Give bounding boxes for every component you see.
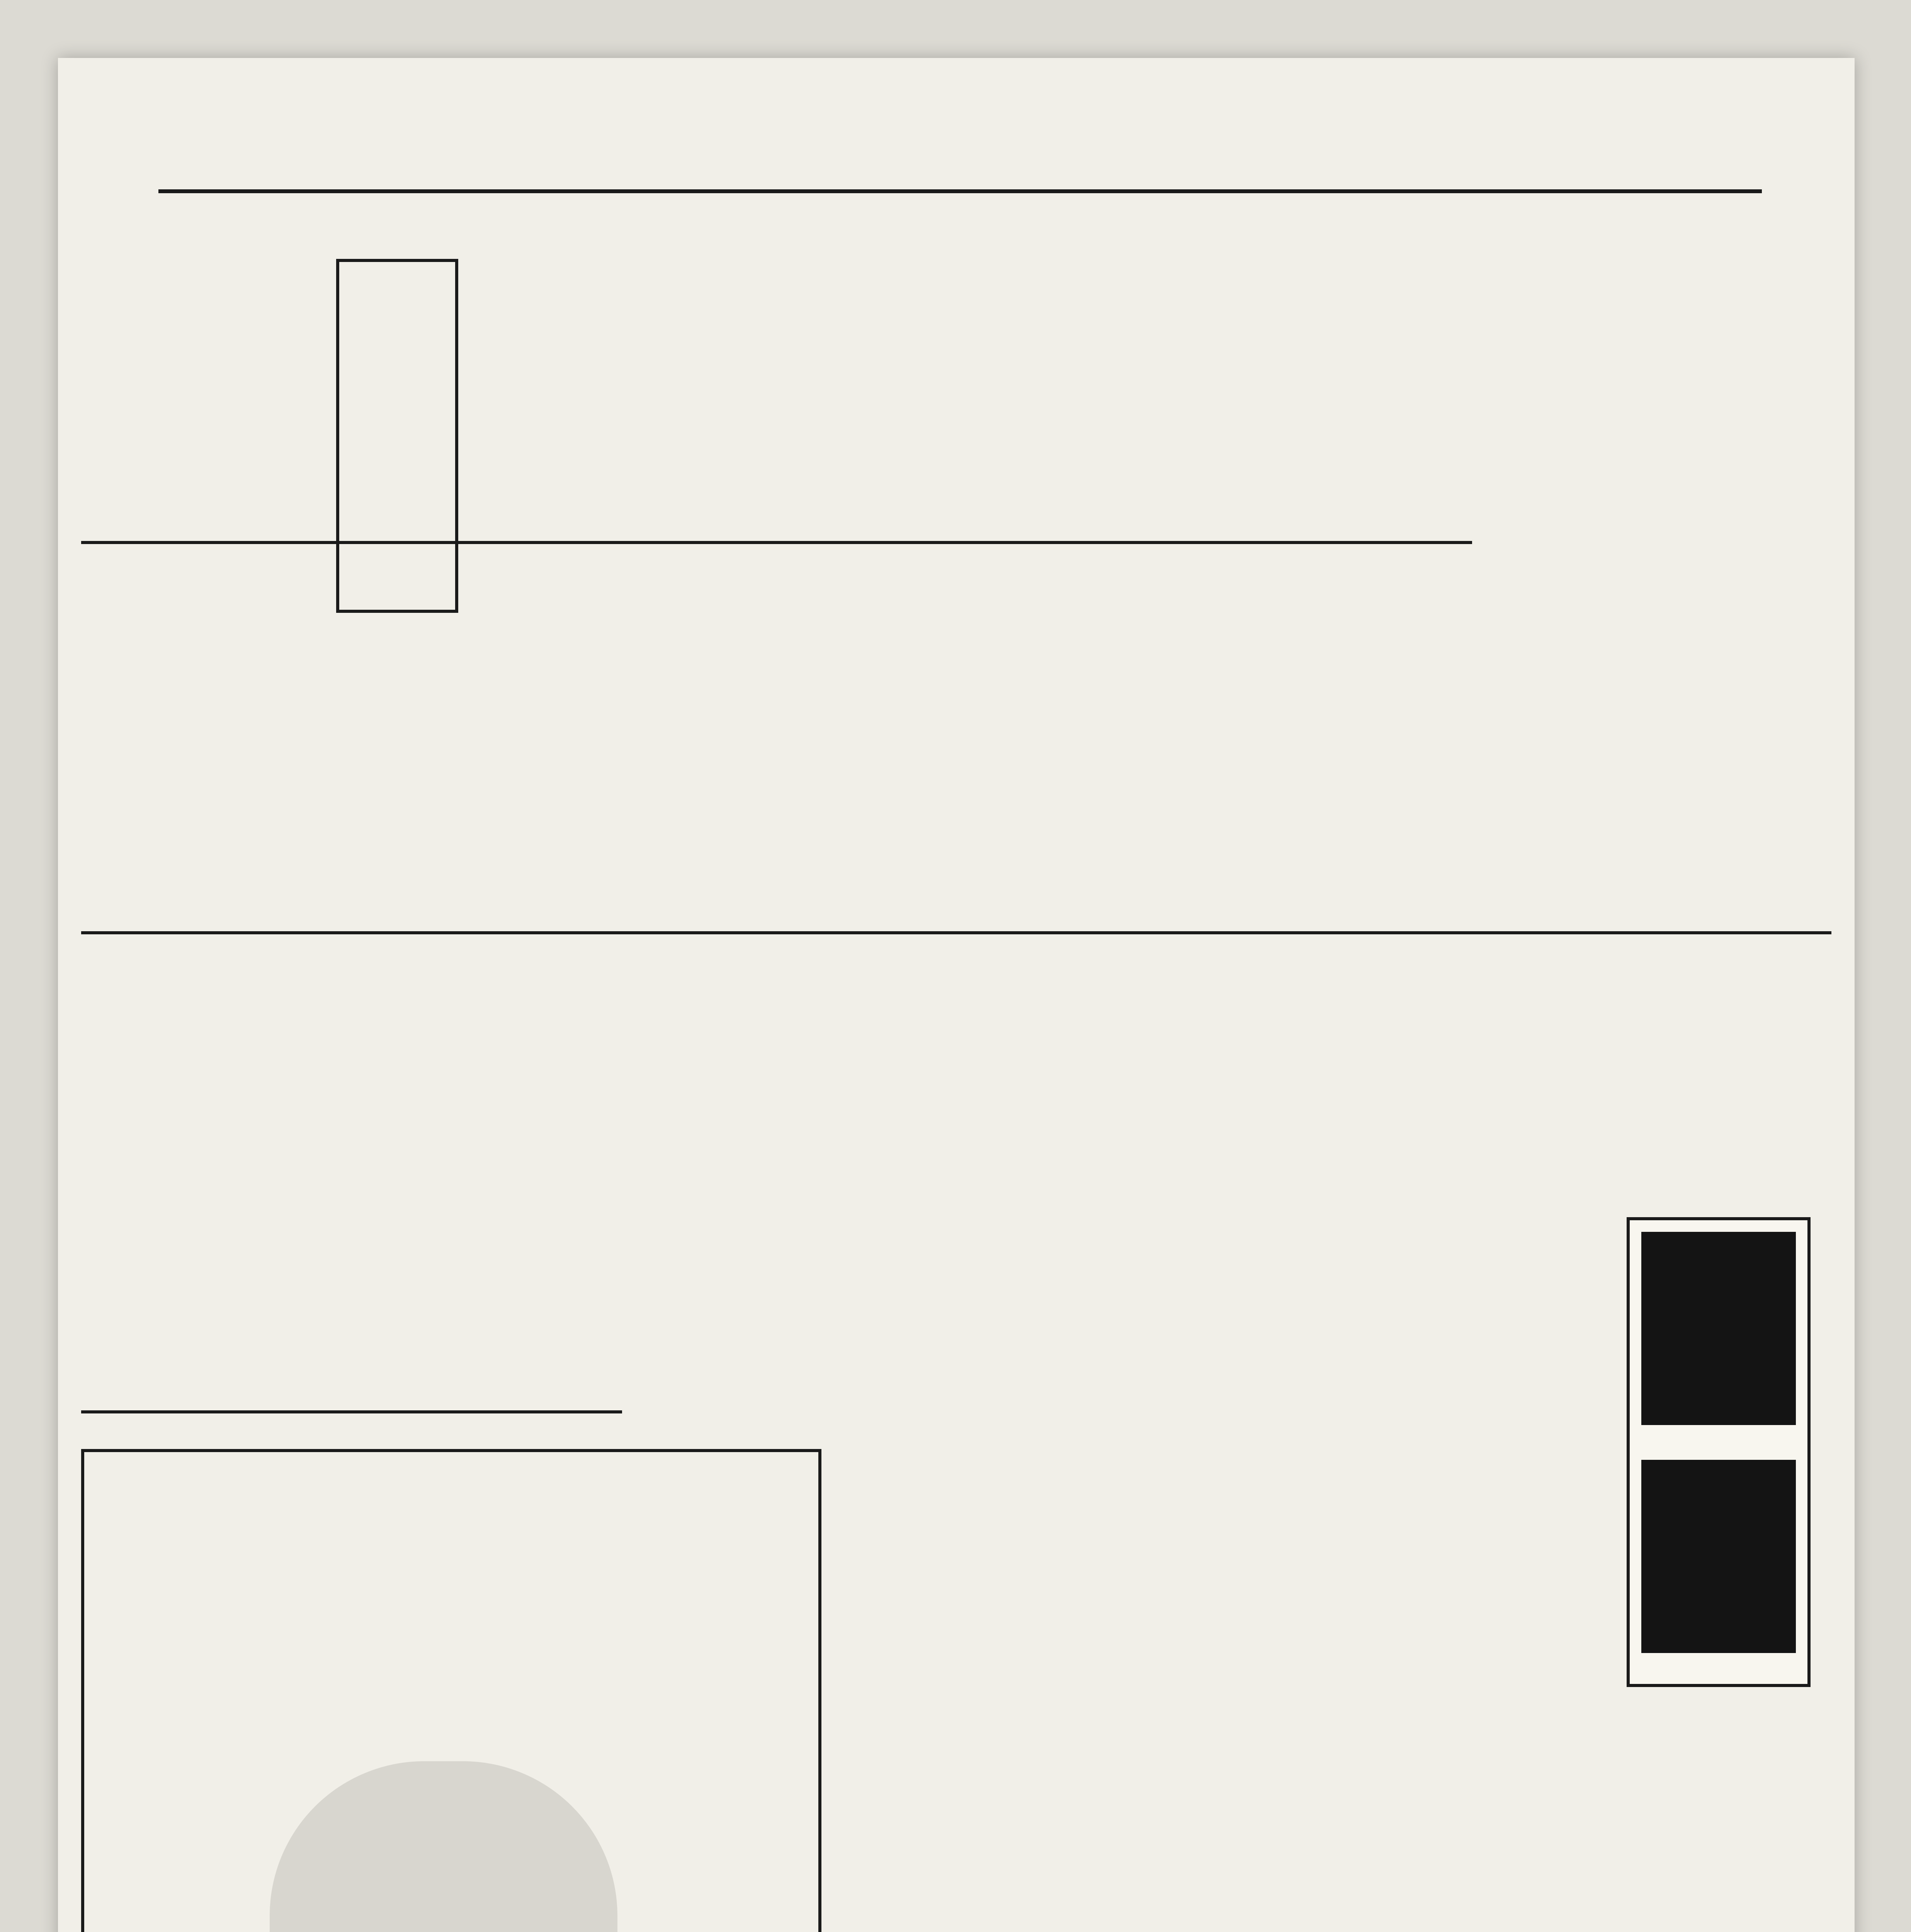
radio-box	[336, 259, 458, 613]
basketball-body	[985, 1719, 1032, 1932]
teacher-interview-body	[1043, 1318, 1553, 1665]
market-status-body	[1225, 228, 1341, 529]
news-column-c	[81, 947, 498, 1410]
masthead-bar	[158, 128, 1762, 193]
poor-relief-body	[464, 228, 680, 529]
zymasun-ad	[81, 1449, 821, 1932]
salt-tax-body	[765, 228, 881, 529]
radio-schedule	[81, 228, 321, 893]
divider	[81, 931, 1831, 934]
news-column-b	[889, 947, 1430, 1294]
sports-banner	[1627, 1217, 1811, 1687]
central-bank-body	[340, 560, 479, 908]
finance-notice-body	[823, 1719, 869, 1932]
man-illustration	[270, 1761, 617, 1932]
column-body	[1542, 1719, 1804, 1932]
right-column-notes	[1538, 560, 1831, 947]
divider	[81, 1410, 622, 1413]
farm-association-body	[966, 560, 1430, 908]
newspaper-page	[58, 58, 1855, 1932]
monthly-demand-body	[935, 228, 1151, 529]
sports-banner-a	[1641, 1232, 1796, 1425]
divider	[81, 541, 1472, 544]
lead-body	[1406, 228, 1569, 529]
sports-banner-b	[1641, 1460, 1796, 1653]
wuxi-body	[719, 560, 881, 908]
